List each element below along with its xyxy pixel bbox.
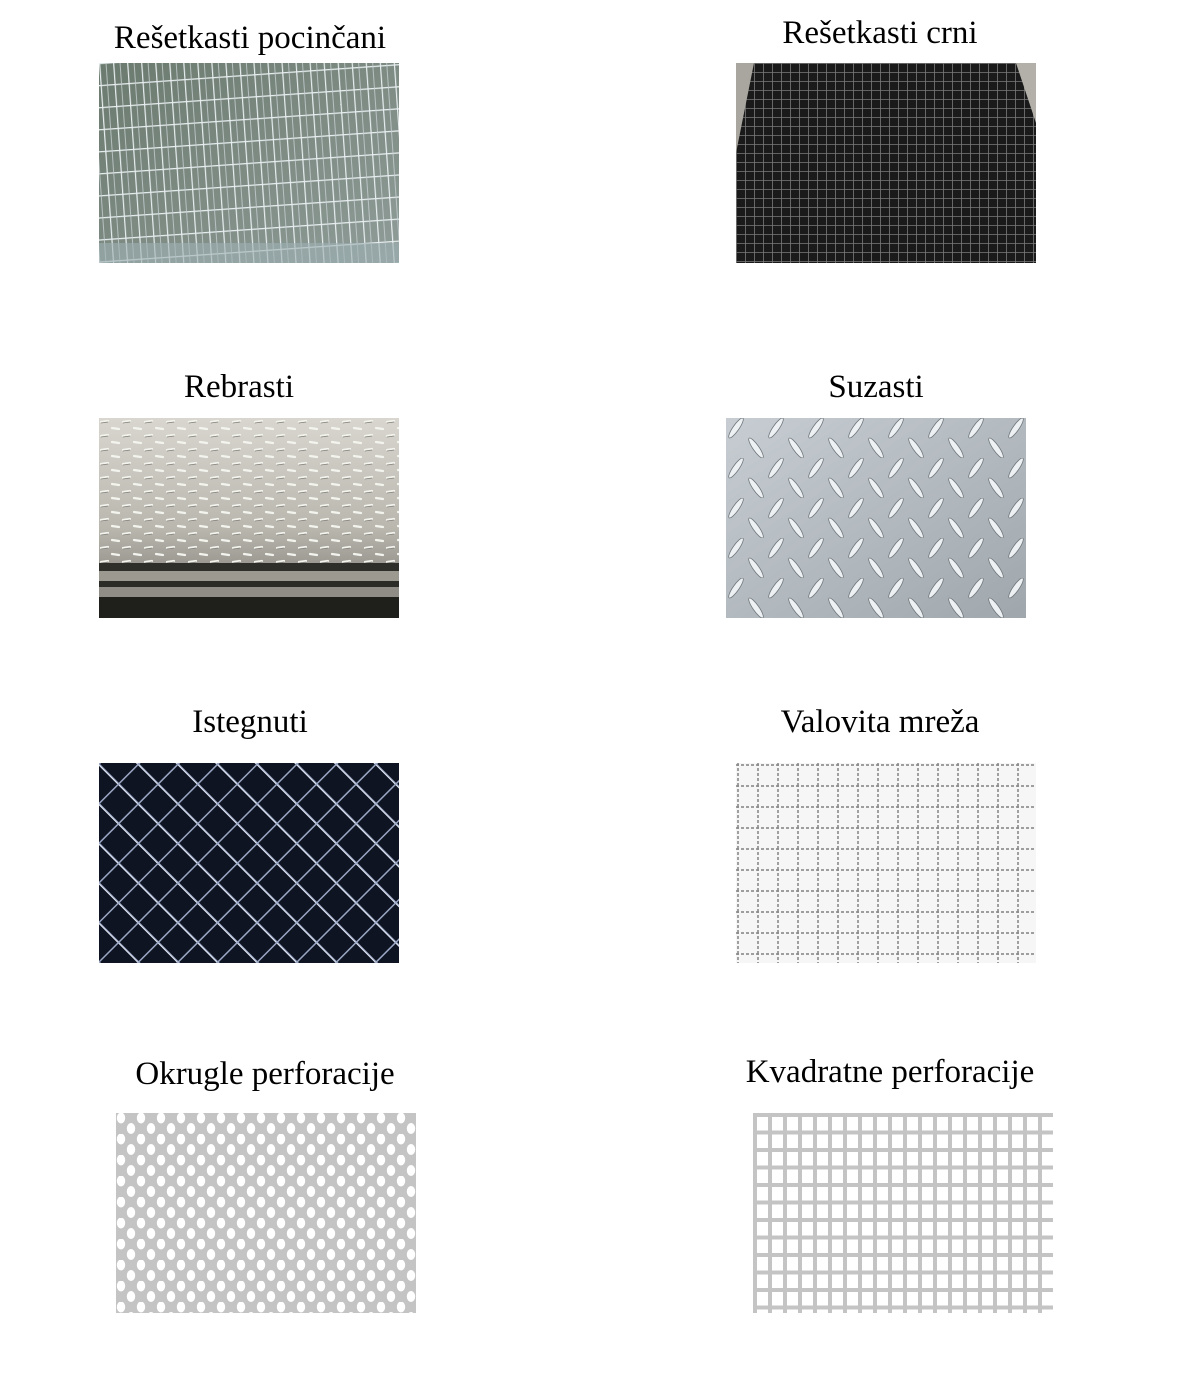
image-square-perforated xyxy=(753,1113,1053,1313)
image-expanded-metal xyxy=(99,763,399,963)
expanded-metal-graphic xyxy=(99,763,399,963)
round-perforated-graphic xyxy=(116,1113,416,1313)
square-perforated-graphic xyxy=(753,1113,1053,1313)
label-square-perforated: Kvadratne perforacije xyxy=(745,1054,1035,1090)
label-teardrop-plate: Suzasti xyxy=(828,369,924,405)
label-expanded-metal: Istegnuti xyxy=(192,704,308,740)
image-ribbed-plate xyxy=(99,418,399,618)
black-grating-graphic xyxy=(736,63,1036,263)
image-crimped-mesh xyxy=(736,763,1036,963)
label-ribbed-plate: Rebrasti xyxy=(184,369,294,405)
ribbed-plate-graphic xyxy=(99,418,399,618)
label-galvanized-grating: Rešetkasti pocinčani xyxy=(113,20,387,56)
label-black-grating: Rešetkasti crni xyxy=(782,15,978,51)
label-crimped-mesh: Valovita mreža xyxy=(780,704,980,740)
galvanized-grating-graphic xyxy=(99,63,399,263)
teardrop-plate-graphic xyxy=(726,418,1026,618)
image-galvanized-grating xyxy=(99,63,399,263)
label-round-perforated: Okrugle perforacije xyxy=(135,1056,395,1092)
image-round-perforated xyxy=(116,1113,416,1313)
image-black-grating xyxy=(736,63,1036,263)
crimped-mesh-graphic xyxy=(736,763,1036,963)
image-teardrop-plate xyxy=(726,418,1026,618)
